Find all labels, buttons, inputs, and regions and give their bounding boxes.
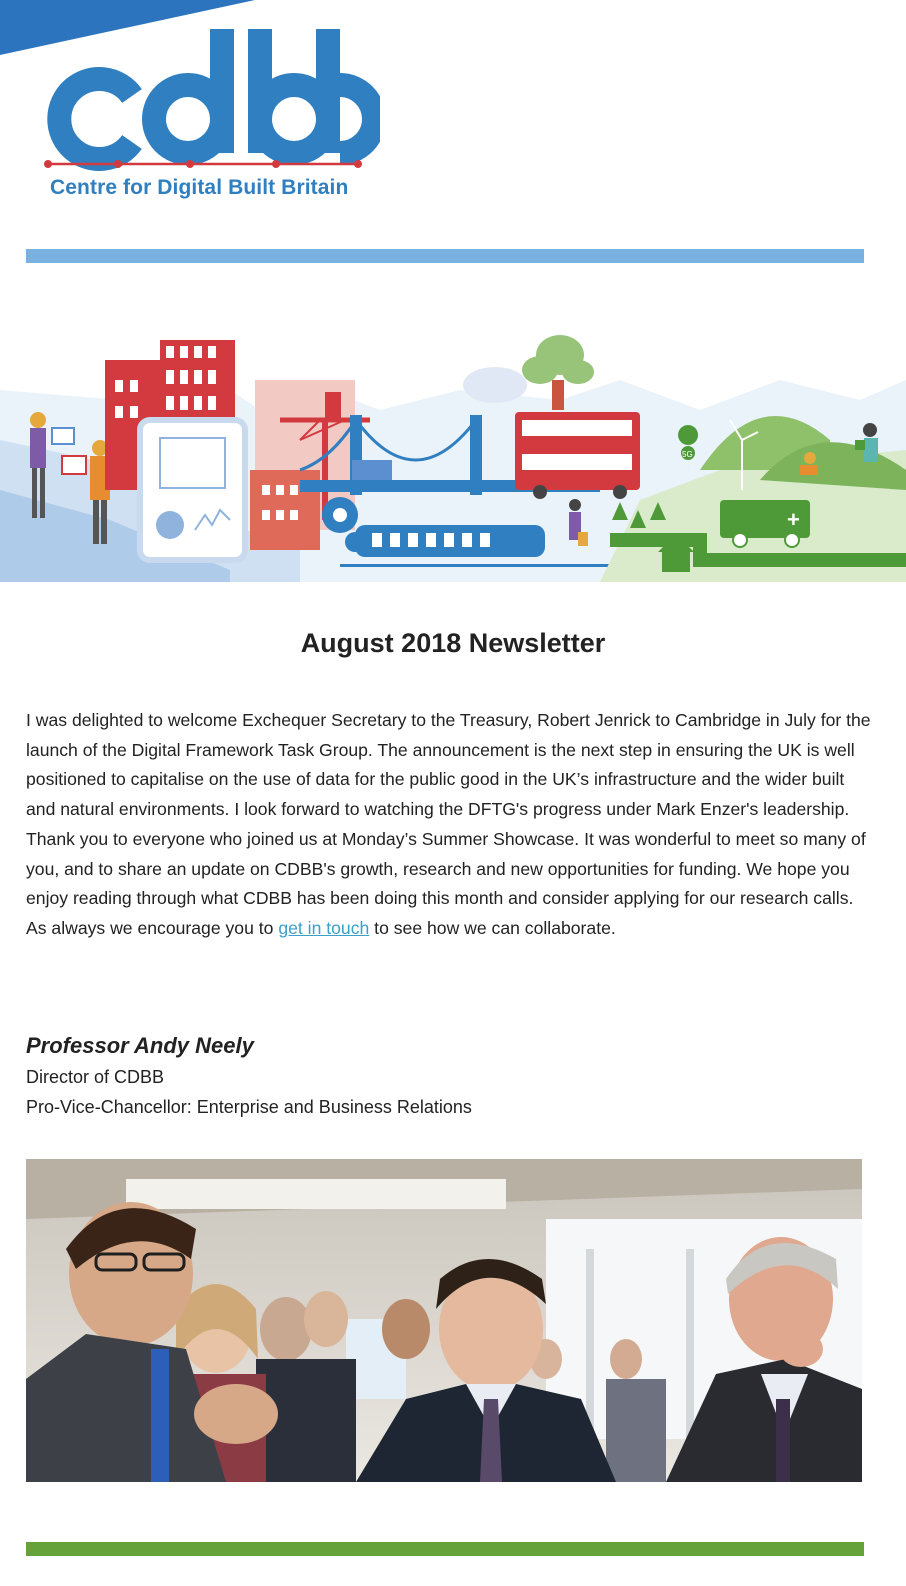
get-in-touch-link[interactable]: get in touch (278, 917, 370, 938)
header-divider (26, 249, 864, 263)
red-bus (515, 412, 640, 499)
logo-tagline: Centre for Digital Built Britain (50, 176, 349, 199)
logo-wordmark (40, 24, 380, 174)
paragraph-2-text-end: to see how we can collaborate. (369, 917, 616, 938)
cdbb-logo[interactable] (40, 24, 380, 209)
newsletter-intro (26, 706, 876, 944)
signature-role: Director of CDBB (26, 1067, 165, 1087)
5g-pin-icon: 5G (682, 450, 693, 459)
paragraph-2-text: Thank you to everyone who joined us at Monday’s Summer Showcase. It was wonderful to meet so many of you, and to share an update on CDBB's growth, research and new opportunities for funding. We hope you enjoy reading through what CDBB has been doing this month and consider applying for our research calls. As always we encourage you to (26, 828, 866, 938)
intro-paragraph-2 (26, 825, 876, 944)
svg-text:+: + (787, 507, 800, 532)
footer-divider (26, 1542, 864, 1556)
signature-title: Pro-Vice-Chancellor: Enterprise and Business Relations (26, 1097, 472, 1117)
city-illustration-banner (0, 320, 906, 582)
signature-name: Professor Andy Neely (26, 1033, 254, 1058)
newsletter-title: August 2018 Newsletter (300, 628, 606, 658)
intro-paragraph-1: I was delighted to welcome Exchequer Secretary to the Treasury, Robert Jenrick to Cambridge in July for the launch of the Digital Framework Task Group. The announcement is the next step in ensuring the UK is well positioned to capitalise on the use of data for the public good in the UK’s infrastructure and the wider built and natural environments. I look forward to watching the DFTG's progress under Mark Enzer's leadership. (26, 710, 871, 820)
signature-block (26, 1030, 726, 1122)
event-photo (26, 1159, 862, 1482)
